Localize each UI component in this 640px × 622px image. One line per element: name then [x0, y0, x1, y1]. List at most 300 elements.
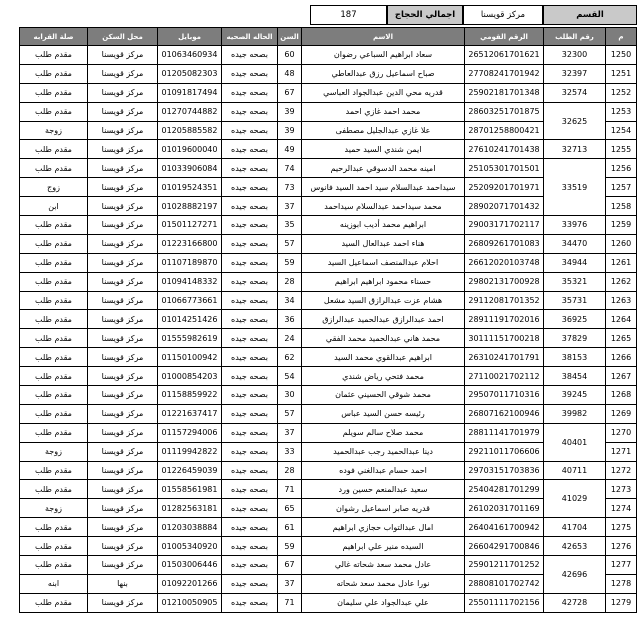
column-header-health: الحاله الصحيه: [222, 28, 278, 46]
cell-serial: 1251: [606, 64, 637, 83]
cell-age: 67: [278, 556, 302, 575]
cell-national_id: 25901211701252: [465, 556, 544, 575]
cell-health: بصحه جيده: [222, 461, 278, 480]
cell-request_no: 40401: [544, 423, 606, 461]
cell-health: بصحه جيده: [222, 197, 278, 216]
cell-serial: 1273: [606, 480, 637, 499]
cell-name: رئيسه حسن السيد عباس: [302, 404, 465, 423]
cell-relation: زوجة: [20, 442, 88, 461]
cell-national_id: 26310241701791: [465, 348, 544, 367]
cell-residence: مركز قويسنا: [88, 46, 158, 65]
cell-age: 37: [278, 574, 302, 593]
cell-national_id: 29507011710316: [465, 386, 544, 405]
cell-health: بصحه جيده: [222, 253, 278, 272]
cell-national_id: 28911191702016: [465, 310, 544, 329]
cell-serial: 1254: [606, 121, 637, 140]
cell-national_id: 28808101702742: [465, 574, 544, 593]
cell-mobile: 01270744882: [158, 102, 222, 121]
cell-national_id: 30111151700218: [465, 329, 544, 348]
cell-request_no: 32574: [544, 83, 606, 102]
cell-residence: مركز قويسنا: [88, 310, 158, 329]
cell-request_no: 33519: [544, 159, 606, 216]
cell-relation: مقدم طلب: [20, 593, 88, 612]
cell-health: بصحه جيده: [222, 404, 278, 423]
cell-residence: مركز قويسنا: [88, 291, 158, 310]
cell-serial: 1275: [606, 518, 637, 537]
cell-health: بصحه جيده: [222, 272, 278, 291]
column-header-request_no: رقم الطلب: [544, 28, 606, 46]
cell-request_no: 35321: [544, 272, 606, 291]
cell-national_id: 26512061701621: [465, 46, 544, 65]
cell-residence: مركز قويسنا: [88, 386, 158, 405]
cell-national_id: 26102031701169: [465, 499, 544, 518]
table-row: [20, 518, 637, 537]
cell-age: 33: [278, 442, 302, 461]
cell-mobile: 01150100942: [158, 348, 222, 367]
cell-serial: 1262: [606, 272, 637, 291]
cell-age: 37: [278, 423, 302, 442]
cell-request_no: 32397: [544, 64, 606, 83]
cell-residence: مركز قويسنا: [88, 423, 158, 442]
cell-age: 36: [278, 310, 302, 329]
cell-national_id: 28902071701432: [465, 197, 544, 216]
cell-request_no: 37829: [544, 329, 606, 348]
cell-name: دينا عبدالحميد رجب عبدالحميد: [302, 442, 465, 461]
cell-request_no: 38454: [544, 367, 606, 386]
cell-name: محمد شوقي الحسيني عثمان: [302, 386, 465, 405]
cell-mobile: 01066773661: [158, 291, 222, 310]
cell-mobile: 01094148332: [158, 272, 222, 291]
cell-serial: 1276: [606, 537, 637, 556]
cell-serial: 1260: [606, 234, 637, 253]
cell-relation: مقدم طلب: [20, 291, 88, 310]
cell-residence: مركز قويسنا: [88, 348, 158, 367]
cell-serial: 1274: [606, 499, 637, 518]
cell-name: محمد احمد غازي احمد: [302, 102, 465, 121]
table-row: [20, 253, 637, 272]
table-row: [20, 593, 637, 612]
cell-relation: مقدم طلب: [20, 159, 88, 178]
table-row: [20, 64, 637, 83]
cell-name: امال عبدالتواب حجازي ابراهيم: [302, 518, 465, 537]
cell-mobile: 01503006446: [158, 556, 222, 575]
cell-residence: مركز قويسنا: [88, 197, 158, 216]
cell-serial: 1259: [606, 216, 637, 235]
cell-residence: مركز قويسنا: [88, 556, 158, 575]
cell-health: بصحه جيده: [222, 234, 278, 253]
column-header-mobile: موبايل: [158, 28, 222, 46]
cell-serial: 1263: [606, 291, 637, 310]
cell-serial: 1279: [606, 593, 637, 612]
cell-national_id: 29703151703836: [465, 461, 544, 480]
cell-health: بصحه جيده: [222, 310, 278, 329]
cell-health: بصحه جيده: [222, 46, 278, 65]
cell-mobile: 01555982619: [158, 329, 222, 348]
cell-national_id: 26809261701083: [465, 234, 544, 253]
cell-name: سيداحمد عبدالسلام سيد احمد السيد فانوس: [302, 178, 465, 197]
cell-age: 65: [278, 499, 302, 518]
cell-name: احمد عبدالرازق عبدالحميد عبدالرازق: [302, 310, 465, 329]
table-row: [20, 46, 637, 65]
cell-request_no: 32300: [544, 46, 606, 65]
cell-national_id: 26612020103748: [465, 253, 544, 272]
cell-residence: مركز قويسنا: [88, 499, 158, 518]
cell-residence: مركز قويسنا: [88, 234, 158, 253]
cell-national_id: 27708241701942: [465, 64, 544, 83]
cell-serial: 1278: [606, 574, 637, 593]
cell-residence: مركز قويسنا: [88, 178, 158, 197]
cell-name: علي عبدالجواد علي سليمان: [302, 593, 465, 612]
cell-relation: مقدم طلب: [20, 216, 88, 235]
cell-residence: مركز قويسنا: [88, 518, 158, 537]
cell-mobile: 01221637417: [158, 404, 222, 423]
cell-residence: مركز قويسنا: [88, 102, 158, 121]
cell-name: قدريه صابر اسماعيل رشوان: [302, 499, 465, 518]
cell-residence: مركز قويسنا: [88, 367, 158, 386]
report-header-bar: [0, 5, 637, 25]
cell-health: بصحه جيده: [222, 64, 278, 83]
cell-request_no: 42653: [544, 537, 606, 556]
cell-national_id: 25404281701299: [465, 480, 544, 499]
column-header-name: الاسم: [302, 28, 465, 46]
cell-relation: مقدم طلب: [20, 64, 88, 83]
table-header-row: [20, 28, 637, 46]
cell-request_no: 40711: [544, 461, 606, 480]
cell-serial: 1250: [606, 46, 637, 65]
table-row: [20, 367, 637, 386]
cell-age: 24: [278, 329, 302, 348]
cell-request_no: 42696: [544, 556, 606, 594]
cell-name: قدريه محي الدين عبدالجواد العباسي: [302, 83, 465, 102]
cell-relation: مقدم طلب: [20, 102, 88, 121]
cell-age: 37: [278, 197, 302, 216]
cell-residence: مركز قويسنا: [88, 404, 158, 423]
cell-age: 61: [278, 518, 302, 537]
cell-health: بصحه جيده: [222, 140, 278, 159]
pilgrims-table: [19, 27, 637, 613]
cell-age: 57: [278, 404, 302, 423]
cell-name: نورا عادل محمد سعد شحاته: [302, 574, 465, 593]
cell-relation: زوجة: [20, 121, 88, 140]
cell-age: 49: [278, 140, 302, 159]
cell-request_no: 38153: [544, 348, 606, 367]
cell-relation: مقدم طلب: [20, 83, 88, 102]
cell-name: سعاد ابراهيم السباعي رضوان: [302, 46, 465, 65]
cell-serial: 1255: [606, 140, 637, 159]
cell-national_id: 26404161700942: [465, 518, 544, 537]
cell-serial: 1271: [606, 442, 637, 461]
cell-relation: مقدم طلب: [20, 423, 88, 442]
cell-age: 34: [278, 291, 302, 310]
table-row: [20, 291, 637, 310]
cell-mobile: 01033906084: [158, 159, 222, 178]
cell-relation: مقدم طلب: [20, 480, 88, 499]
total-pilgrims-value: 187: [310, 5, 387, 25]
cell-relation: مقدم طلب: [20, 253, 88, 272]
cell-residence: مركز قويسنا: [88, 329, 158, 348]
cell-request_no: 39982: [544, 404, 606, 423]
cell-name: علا غازي عبدالجليل مصطفى: [302, 121, 465, 140]
column-header-residence: محل السكن: [88, 28, 158, 46]
table-row: [20, 556, 637, 575]
cell-mobile: 01558561981: [158, 480, 222, 499]
cell-residence: مركز قويسنا: [88, 121, 158, 140]
cell-name: احمد حسام عبدالغني فوده: [302, 461, 465, 480]
cell-name: امينه محمد الدسوقي عبدالرحيم: [302, 159, 465, 178]
cell-health: بصحه جيده: [222, 329, 278, 348]
cell-age: 35: [278, 216, 302, 235]
cell-mobile: 01019524351: [158, 178, 222, 197]
cell-request_no: 35731: [544, 291, 606, 310]
cell-serial: 1266: [606, 348, 637, 367]
column-header-age: السن: [278, 28, 302, 46]
cell-relation: ابنه: [20, 574, 88, 593]
cell-request_no: 36925: [544, 310, 606, 329]
cell-relation: زوجة: [20, 499, 88, 518]
cell-residence: مركز قويسنا: [88, 272, 158, 291]
cell-request_no: 33976: [544, 216, 606, 235]
table-row: [20, 83, 637, 102]
cell-mobile: 01000854203: [158, 367, 222, 386]
section-value: مركز قويسنا: [463, 5, 543, 25]
cell-name: هناء احمد عبدالعال السيد: [302, 234, 465, 253]
table-row: [20, 386, 637, 405]
cell-relation: مقدم طلب: [20, 404, 88, 423]
cell-relation: مقدم طلب: [20, 537, 88, 556]
table-row: [20, 480, 637, 499]
cell-request_no: 32713: [544, 140, 606, 159]
cell-age: 48: [278, 64, 302, 83]
cell-name: ايمن شندي السيد حميد: [302, 140, 465, 159]
cell-mobile: 01028882197: [158, 197, 222, 216]
cell-age: 54: [278, 367, 302, 386]
table-row: [20, 140, 637, 159]
cell-mobile: 01205885582: [158, 121, 222, 140]
cell-national_id: 25902181701348: [465, 83, 544, 102]
cell-health: بصحه جيده: [222, 574, 278, 593]
cell-national_id: 28701258800421: [465, 121, 544, 140]
cell-national_id: 27110021702112: [465, 367, 544, 386]
cell-national_id: 26604291700846: [465, 537, 544, 556]
cell-mobile: 01005340920: [158, 537, 222, 556]
cell-serial: 1269: [606, 404, 637, 423]
cell-age: 71: [278, 593, 302, 612]
cell-serial: 1265: [606, 329, 637, 348]
cell-health: بصحه جيده: [222, 102, 278, 121]
cell-serial: 1277: [606, 556, 637, 575]
cell-residence: مركز قويسنا: [88, 442, 158, 461]
cell-relation: مقدم طلب: [20, 556, 88, 575]
cell-national_id: 29211011706606: [465, 442, 544, 461]
cell-relation: ابن: [20, 197, 88, 216]
cell-name: محمد صلاح سالم سويلم: [302, 423, 465, 442]
cell-relation: مقدم طلب: [20, 348, 88, 367]
cell-request_no: 32625: [544, 102, 606, 140]
cell-serial: 1270: [606, 423, 637, 442]
cell-relation: مقدم طلب: [20, 367, 88, 386]
cell-mobile: 01092201266: [158, 574, 222, 593]
cell-national_id: 25105301701501: [465, 159, 544, 178]
cell-relation: مقدم طلب: [20, 461, 88, 480]
cell-residence: مركز قويسنا: [88, 159, 158, 178]
table-row: [20, 404, 637, 423]
cell-request_no: 34944: [544, 253, 606, 272]
cell-name: سعيد عبدالمنعم حسين ورد: [302, 480, 465, 499]
cell-request_no: 34470: [544, 234, 606, 253]
cell-age: 30: [278, 386, 302, 405]
table-row: [20, 159, 637, 178]
cell-relation: مقدم طلب: [20, 46, 88, 65]
column-header-serial: م: [606, 28, 637, 46]
cell-residence: مركز قويسنا: [88, 461, 158, 480]
cell-name: حسناء محمود ابراهيم ابراهيم: [302, 272, 465, 291]
cell-serial: 1257: [606, 178, 637, 197]
cell-national_id: 28603251701875: [465, 102, 544, 121]
cell-age: 57: [278, 234, 302, 253]
cell-name: هشام عزت عبدالرازق السيد مشعل: [302, 291, 465, 310]
cell-name: محمد هاني عبدالحميد محمد الفقي: [302, 329, 465, 348]
cell-health: بصحه جيده: [222, 423, 278, 442]
cell-mobile: 01157294006: [158, 423, 222, 442]
cell-mobile: 01282563181: [158, 499, 222, 518]
cell-residence: بنها: [88, 574, 158, 593]
cell-health: بصحه جيده: [222, 159, 278, 178]
cell-mobile: 01226459039: [158, 461, 222, 480]
cell-serial: 1258: [606, 197, 637, 216]
cell-health: بصحه جيده: [222, 499, 278, 518]
cell-health: بصحه جيده: [222, 442, 278, 461]
cell-request_no: 41704: [544, 518, 606, 537]
cell-health: بصحه جيده: [222, 291, 278, 310]
cell-residence: مركز قويسنا: [88, 593, 158, 612]
cell-name: محمد سيداحمد عبدالسلام سيداحمد: [302, 197, 465, 216]
cell-national_id: 28811141701979: [465, 423, 544, 442]
cell-age: 62: [278, 348, 302, 367]
cell-request_no: 39245: [544, 386, 606, 405]
table-row: [20, 348, 637, 367]
cell-relation: زوج: [20, 178, 88, 197]
cell-name: السيده منير علي ابراهيم: [302, 537, 465, 556]
cell-age: 39: [278, 121, 302, 140]
cell-mobile: 01119942822: [158, 442, 222, 461]
cell-age: 67: [278, 83, 302, 102]
cell-health: بصحه جيده: [222, 83, 278, 102]
table-row: [20, 537, 637, 556]
cell-name: ابراهيم محمد أديب ابوزينه: [302, 216, 465, 235]
cell-name: احلام عبدالمنصف اسماعيل السيد: [302, 253, 465, 272]
cell-mobile: 01501127271: [158, 216, 222, 235]
cell-mobile: 01158859922: [158, 386, 222, 405]
cell-residence: مركز قويسنا: [88, 216, 158, 235]
cell-residence: مركز قويسنا: [88, 253, 158, 272]
cell-name: محمد فتحي رياض شندي: [302, 367, 465, 386]
cell-age: 60: [278, 46, 302, 65]
cell-serial: 1264: [606, 310, 637, 329]
cell-national_id: 26807162100946: [465, 404, 544, 423]
cell-serial: 1252: [606, 83, 637, 102]
cell-national_id: 29003171702117: [465, 216, 544, 235]
cell-residence: مركز قويسنا: [88, 537, 158, 556]
cell-health: بصحه جيده: [222, 367, 278, 386]
cell-serial: 1261: [606, 253, 637, 272]
table-row: [20, 423, 637, 442]
cell-age: 71: [278, 480, 302, 499]
cell-mobile: 01210050905: [158, 593, 222, 612]
cell-relation: مقدم طلب: [20, 234, 88, 253]
cell-health: بصحه جيده: [222, 348, 278, 367]
cell-residence: مركز قويسنا: [88, 140, 158, 159]
cell-serial: 1256: [606, 159, 637, 178]
cell-name: ابراهيم عبدالقوي محمد السيد: [302, 348, 465, 367]
cell-mobile: 01019600040: [158, 140, 222, 159]
cell-mobile: 01091817494: [158, 83, 222, 102]
cell-relation: مقدم طلب: [20, 310, 88, 329]
cell-age: 28: [278, 272, 302, 291]
cell-national_id: 25501111702156: [465, 593, 544, 612]
table-row: [20, 329, 637, 348]
cell-relation: مقدم طلب: [20, 386, 88, 405]
cell-mobile: 01107189870: [158, 253, 222, 272]
cell-national_id: 29112081701352: [465, 291, 544, 310]
cell-national_id: 29802131700928: [465, 272, 544, 291]
cell-request_no: 41029: [544, 480, 606, 518]
cell-age: 59: [278, 537, 302, 556]
cell-mobile: 01203038884: [158, 518, 222, 537]
cell-residence: مركز قويسنا: [88, 480, 158, 499]
cell-national_id: 27610241701438: [465, 140, 544, 159]
cell-health: بصحه جيده: [222, 121, 278, 140]
column-header-relation: صلة القرابه: [20, 28, 88, 46]
cell-health: بصحه جيده: [222, 593, 278, 612]
cell-mobile: 01205082303: [158, 64, 222, 83]
column-header-national_id: الرقم القومي: [465, 28, 544, 46]
cell-age: 74: [278, 159, 302, 178]
cell-serial: 1272: [606, 461, 637, 480]
table-row: [20, 272, 637, 291]
table-row: [20, 102, 637, 121]
cell-name: صباح اسماعيل رزق عبدالعاطي: [302, 64, 465, 83]
table-row: [20, 310, 637, 329]
cell-relation: مقدم طلب: [20, 140, 88, 159]
cell-age: 73: [278, 178, 302, 197]
cell-age: 39: [278, 102, 302, 121]
cell-serial: 1268: [606, 386, 637, 405]
cell-mobile: 01223166800: [158, 234, 222, 253]
cell-health: بصحه جيده: [222, 216, 278, 235]
cell-relation: مقدم طلب: [20, 272, 88, 291]
cell-name: عادل محمد سعد شحاته غالي: [302, 556, 465, 575]
cell-relation: مقدم طلب: [20, 518, 88, 537]
total-pilgrims-label: اجمالي الحجاج: [387, 5, 463, 25]
table-row: [20, 461, 637, 480]
cell-health: بصحه جيده: [222, 386, 278, 405]
section-label: القسم: [543, 5, 637, 25]
table-row: [20, 216, 637, 235]
cell-residence: مركز قويسنا: [88, 83, 158, 102]
cell-mobile: 01014251426: [158, 310, 222, 329]
cell-health: بصحه جيده: [222, 556, 278, 575]
cell-health: بصحه جيده: [222, 178, 278, 197]
cell-health: بصحه جيده: [222, 480, 278, 499]
cell-request_no: 42728: [544, 593, 606, 612]
cell-serial: 1267: [606, 367, 637, 386]
cell-residence: مركز قويسنا: [88, 64, 158, 83]
cell-health: بصحه جيده: [222, 518, 278, 537]
cell-relation: مقدم طلب: [20, 329, 88, 348]
cell-mobile: 01063460934: [158, 46, 222, 65]
cell-age: 28: [278, 461, 302, 480]
cell-age: 59: [278, 253, 302, 272]
